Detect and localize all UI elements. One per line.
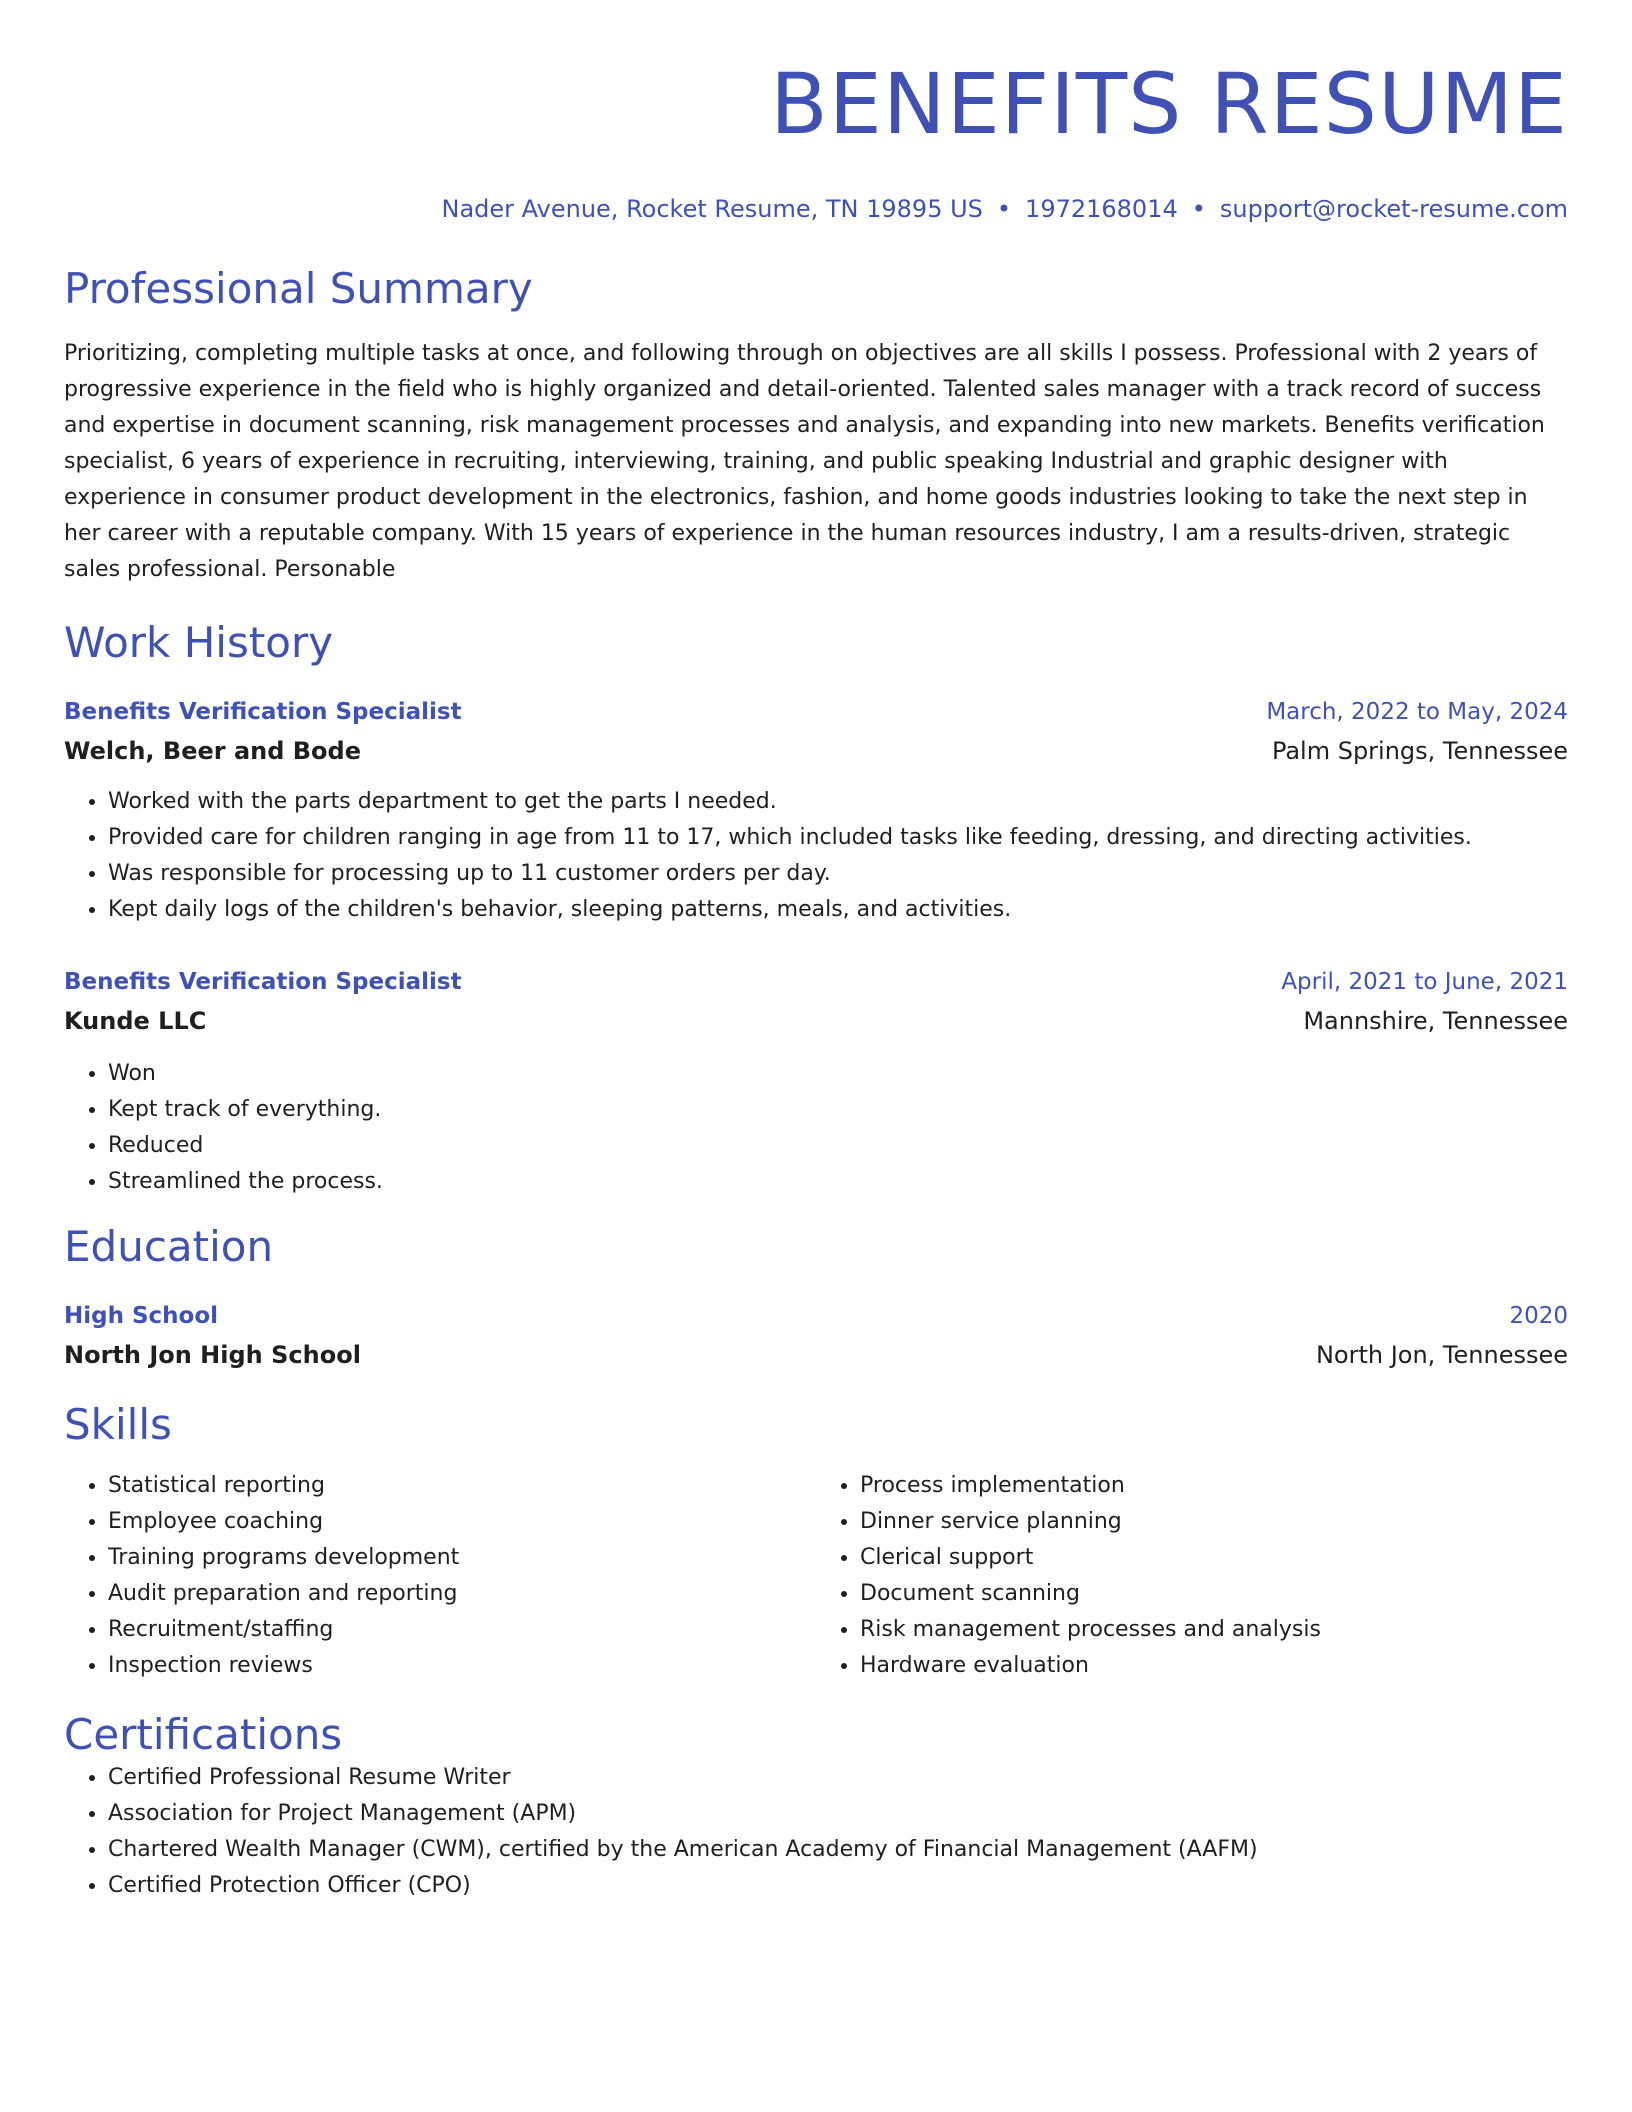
skill-item: • Recruitment/staffing [108,1612,816,1648]
education-school: North Jon High School [64,1341,361,1369]
skills-list-right [816,1468,1568,1684]
job-bullets [64,1056,1568,1200]
skill-item: • Dinner service planning [860,1504,1568,1540]
skill-item: • Clerical support [860,1540,1568,1576]
skill-item: • Statistical reporting [108,1468,816,1504]
education-degree-row [64,1300,1568,1332]
job-location: Mannshire, Tennessee [1303,1007,1568,1035]
certifications-list [64,1760,1568,1904]
skill-item: • Process implementation [860,1468,1568,1504]
certification-item: • Chartered Wealth Manager (CWM), certified by the American Academy of Financial Management (AAFM) [108,1832,1568,1868]
contact-separator: • [996,195,1012,223]
job-bullet: • Was responsible for processing up to 11 customer orders per day. [108,856,1568,892]
skills-list-left [64,1468,816,1684]
job-company: Welch, Beer and Bode [64,737,361,765]
job-bullet: • Reduced [108,1128,1568,1164]
education-year: 2020 [1509,1303,1568,1329]
job-title-row [64,696,1568,728]
job-company: Kunde LLC [64,1007,207,1035]
job-bullets [64,784,1568,928]
certification-item: • Certified Professional Resume Writer [108,1760,1568,1796]
certification-item: • Certified Protection Officer (CPO) [108,1868,1568,1904]
job-bullet: • Provided care for children ranging in age from 11 to 17, which included tasks like feeding, dressing, and directing activities. [108,820,1568,856]
work-history-heading: Work History [64,618,334,667]
contact-address: Nader Avenue, Rocket Resume, TN 19895 US [441,195,983,223]
resume-header [64,0,1568,224]
contact-email[interactable]: support@rocket-resume.com [1219,195,1568,223]
education-school-row [64,1338,1568,1372]
job-entry [64,696,1568,928]
skills-columns [64,1468,1568,1684]
job-bullet: • Won [108,1056,1568,1092]
contact-line [64,194,1568,224]
skill-item: • Inspection reviews [108,1648,816,1684]
education-entry [64,1300,1568,1372]
skills-heading: Skills [64,1400,172,1449]
education-degree: High School [64,1303,219,1329]
job-entry [64,966,1568,1200]
skill-item: • Employee coaching [108,1504,816,1540]
job-position: Benefits Verification Specialist [64,969,462,995]
summary-heading: Professional Summary [64,264,533,313]
skill-item: • Document scanning [860,1576,1568,1612]
job-dates: March, 2022 to May, 2024 [1266,699,1568,725]
certification-item: • Association for Project Management (APM) [108,1796,1568,1832]
resume-name: BENEFITS RESUME [770,55,1568,153]
job-bullet: • Kept track of everything. [108,1092,1568,1128]
job-bullet: • Kept daily logs of the children's behavior, sleeping patterns, meals, and activities. [108,892,1568,928]
skill-item: • Training programs development [108,1540,816,1576]
job-company-row [64,1004,1568,1038]
job-company-row [64,734,1568,768]
skill-item: • Risk management processes and analysis [860,1612,1568,1648]
skill-item: • Hardware evaluation [860,1648,1568,1684]
certifications-heading: Certifications [64,1710,343,1759]
job-bullet: • Worked with the parts department to get the parts I needed. [108,784,1568,820]
education-location: North Jon, Tennessee [1315,1341,1568,1369]
education-heading: Education [64,1222,274,1271]
job-dates: April, 2021 to June, 2021 [1281,969,1568,995]
job-title-row [64,966,1568,998]
job-location: Palm Springs, Tennessee [1271,737,1568,765]
contact-separator: • [1191,195,1206,223]
job-bullet: • Streamlined the process. [108,1164,1568,1200]
skill-item: • Audit preparation and reporting [108,1576,816,1612]
contact-phone: 1972168014 [1025,195,1178,223]
job-position: Benefits Verification Specialist [64,699,462,725]
summary-text: Prioritizing, completing multiple tasks at once, and following through on objectives are all skills I possess. Professional with 2 years of progressive experience in the field who is highly organized and detail-oriented. Talented sales manager with a track record of success and expertise in document scanning, risk management processes and analysis, and expanding into new markets. Benefits verification specialist, 6 years of experience in recruiting, interviewing, training, and public speaking Industrial and graphic designer with experience in consumer product development in the electronics, fashion, and home goods industries looking to take the next step in her career with a reputable company. With 15 years of experience in the human resources industry, I am a results-driven, strategic sales professional. Personable [64,341,1545,582]
